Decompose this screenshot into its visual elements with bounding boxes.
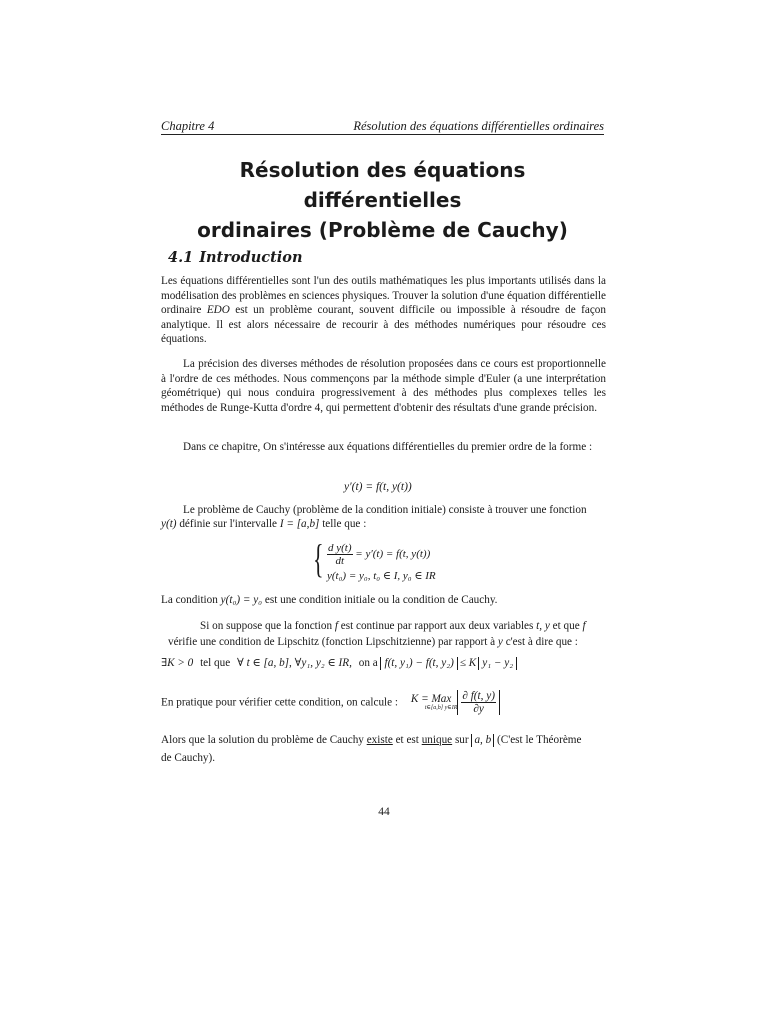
paragraph-4-line2	[161, 518, 366, 530]
paragraph-2	[161, 357, 606, 415]
paragraph-8-text: En pratique pour vérifier cette condition, on calcule :	[161, 696, 399, 709]
paragraph-4-text-a: Le problème de Cauchy (problème de la condition initiale) consiste à trouver une fonction	[183, 504, 587, 516]
interval-ab: a, b	[471, 734, 494, 747]
chapter-title-line2: ordinaires (Problème de Cauchy)	[197, 218, 568, 242]
forall-clause: ∀ t ∈ [a, b], ∀y₁, y₂ ∈ IR,	[237, 657, 352, 669]
chapter-label: Chapitre 4	[161, 119, 215, 133]
lipschitz-leq: ≤ K	[459, 657, 477, 669]
paragraph-5-text-b: est une condition initiale ou la condition de Cauchy.	[262, 594, 498, 606]
system-row-2: y(t₀) = y₀, t₀ ∈ I, y₀ ∈ IR	[327, 570, 436, 582]
paragraph-6-line2	[168, 636, 578, 648]
edo-abbrev: EDO	[206, 304, 230, 317]
paragraph-3	[161, 440, 606, 455]
paragraph-6-text-b: est continue par rapport aux deux variables	[337, 620, 537, 632]
interval-symbol: I = [a,b]	[279, 518, 320, 530]
chapter-title	[161, 155, 604, 245]
k-max	[405, 693, 458, 712]
paragraph-3-text: Dans ce chapitre, On s'intéresse aux équations différentielles du premier ordre de la forme :	[183, 441, 593, 453]
paragraph-4-text-c: telle que :	[322, 518, 367, 530]
ode-equation: y′(t) = f(t, y(t))	[344, 481, 412, 493]
page-number: 44	[378, 806, 390, 818]
cauchy-system	[313, 536, 493, 584]
paragraph-6-text-e: c'est à dire que :	[502, 636, 578, 648]
paragraph-8	[161, 690, 500, 715]
partial-fraction	[461, 690, 496, 715]
left-brace: {	[313, 536, 324, 581]
paragraph-1-text-a: Les équations différentielles sont l'un des outils mathématiques les plus importants utilisés dans la modélisation des problèmes en sciences physiques. Trouver la solution d'une équation différentielle ordinaire	[161, 275, 606, 317]
paragraph-2-text: La précision des diverses méthodes de résolution proposées dans ce cours est proportionnelle à l'ordre de ces méthodes. Nous commençons par la méthode simple d'Euler (a une interprétation géométrique) qui nous conduira progressivement à des méthodes plus complexes telles les méthodes de Runge-Kutta d'ordre 4, qui permettent d'obtenir des résultats d'une grande précision.	[161, 358, 606, 414]
exists-k: ∃K > 0	[161, 657, 194, 669]
derivative-fraction	[327, 542, 353, 567]
paragraph-9-line2: de Cauchy).	[161, 752, 216, 764]
f-symbol-2: f	[582, 620, 586, 632]
paragraph-1	[161, 274, 606, 347]
paragraph-9-text-a: Alors que la solution du problème de Cauchy	[161, 734, 367, 746]
paragraph-4-text-b: définie sur l'intervalle	[176, 518, 280, 530]
paragraph-9-text-c: sur	[452, 734, 472, 746]
paragraph-9-text-d: (C'est le Théorème	[497, 734, 582, 746]
initial-condition-symbol: y(t₀) = y₀	[220, 594, 263, 606]
derivative-denominator: dt	[335, 555, 345, 567]
running-title: Résolution des équations différentielles ordinaires	[353, 119, 604, 133]
section-heading	[168, 249, 303, 266]
lipschitz-abs-right: y₁ − y₂	[478, 657, 517, 670]
paragraph-6-text-d: vérifie une condition de Lipschitz (fonction Lipschitzienne) par rapport à	[168, 636, 498, 648]
paragraph-4	[161, 503, 606, 518]
section-name: Introduction	[199, 249, 303, 266]
such-that-text: tel que	[200, 657, 231, 669]
chapter-title-line1: Résolution des équations différentielles	[239, 158, 526, 212]
paragraph-1-text-b: est un problème courant, souvent difficile ou impossible à résoudre de façon analytique. Il est alors nécessaire de recourir à des méthodes numériques pour résoudre ces équations.	[161, 304, 606, 346]
f-symbol: f	[334, 620, 338, 632]
paragraph-5-text-a: La condition	[161, 594, 221, 606]
paragraph-6-text-c: et que	[549, 620, 583, 632]
variables-symbol: t, y	[536, 620, 550, 632]
system-row-1	[327, 542, 430, 567]
derivative-numerator: d y(t)	[328, 542, 352, 554]
paragraph-9-text-b: et est	[392, 734, 422, 746]
y-symbol: y	[497, 636, 503, 648]
partial-abs	[457, 690, 500, 715]
paragraph-5	[161, 594, 497, 606]
on-a-text: on a	[358, 657, 378, 669]
paragraph-6-text-a: Si on suppose que la fonction	[200, 620, 335, 632]
lipschitz-abs-left: f(t, y₁) − f(t, y₂)	[380, 657, 457, 670]
section-number: 4.1	[168, 249, 194, 266]
partial-numerator: ∂ f(t, y)	[462, 690, 495, 702]
yt-symbol: y(t)	[161, 518, 177, 530]
system-row-1-rest: = y′(t) = f(t, y(t))	[355, 548, 431, 561]
unique-word: unique	[421, 734, 453, 746]
lipschitz-condition	[161, 656, 517, 670]
k-max-subscript: t∈[a,b] y∈IR	[424, 705, 458, 711]
k-max-label: K = Max	[410, 693, 452, 705]
partial-denominator: ∂y	[473, 703, 484, 715]
running-header	[161, 118, 604, 135]
paragraph-9-line1	[161, 734, 581, 747]
paragraph-6-line1	[200, 620, 586, 632]
existe-word: existe	[366, 734, 393, 746]
